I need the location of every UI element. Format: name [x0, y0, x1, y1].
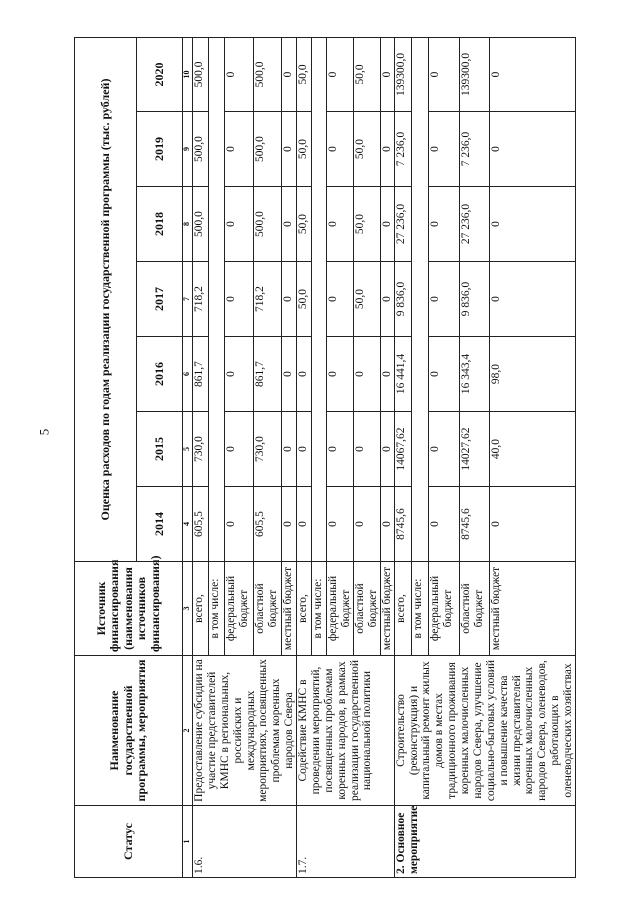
header-name: Наименование государственной программы, мероприятия	[75, 656, 183, 806]
row-name: Предоставление субсидии на участие представителей КМНС в региональных, российских и международных мероприятиях, посвященных проблемам коренных народов Севера	[193, 656, 297, 806]
value-cell: 0	[354, 487, 381, 562]
value-cell: 0	[282, 337, 297, 412]
value-cell: 730,0	[253, 412, 281, 487]
value-cell: 98,0	[490, 337, 576, 412]
column-number: 8	[183, 187, 193, 262]
value-cell: 0	[428, 412, 459, 487]
source-total: всего,	[193, 562, 209, 656]
page-number: 5	[36, 428, 52, 436]
value-cell: 861,7	[193, 337, 209, 412]
value-cell: 50,0	[354, 262, 381, 337]
value-cell: 0	[428, 187, 459, 262]
row-status: 1.6.	[193, 806, 297, 878]
header-year: 2018	[137, 187, 183, 262]
source-including: в том числе:	[411, 562, 428, 656]
value-cell: 0	[428, 37, 459, 111]
value-cell: 0	[380, 37, 394, 111]
value-cell: 50,0	[297, 112, 312, 187]
column-number: 9	[183, 112, 193, 187]
value-cell: 861,7	[253, 337, 281, 412]
value-cell: 0	[490, 112, 576, 187]
value-cell: 0	[224, 412, 253, 487]
value-cell: 0	[380, 187, 394, 262]
value-cell: 0	[380, 112, 394, 187]
value-cell: 0	[354, 412, 381, 487]
table-row	[193, 37, 209, 877]
value-cell: 14067,62	[394, 412, 411, 487]
value-cell: 0	[428, 487, 459, 562]
header-year: 2014	[137, 487, 183, 562]
column-number: 5	[183, 412, 193, 487]
value-cell: 50,0	[297, 37, 312, 111]
source-federal: федеральный бюджет	[327, 562, 354, 656]
value-cell: 50,0	[354, 187, 381, 262]
column-number-row	[183, 37, 193, 877]
value-cell: 718,2	[193, 262, 209, 337]
value-cell: 0	[327, 337, 354, 412]
value-cell: 7 236,0	[394, 112, 411, 187]
value-cell: 139300,0	[394, 37, 411, 111]
value-cell: 0	[490, 37, 576, 111]
value-cell: 0	[297, 337, 312, 412]
value-cell: 500,0	[253, 37, 281, 111]
value-cell: 0	[428, 112, 459, 187]
value-cell: 0	[297, 487, 312, 562]
value-cell: 500,0	[193, 37, 209, 111]
row-name: Строительство (реконструкция) и капитальный ремонт жилых домов в местах традиционного проживания коренных малочисленных народов Севера, улучшение социально-бытовых условий и повышение качества жизни представителей коренных малочисленных народов Севера, оленеводов, работающих в оленеводческих хозяйствах	[394, 656, 575, 806]
table-body	[183, 37, 576, 877]
value-cell: 0	[490, 262, 576, 337]
value-cell: 14027,62	[459, 412, 490, 487]
value-cell: 0	[224, 112, 253, 187]
value-cell: 0	[224, 37, 253, 111]
column-number: 4	[183, 487, 193, 562]
value-cell: 9 836,0	[459, 262, 490, 337]
source-including: в том числе:	[312, 562, 327, 656]
source-regional: областной бюджет	[459, 562, 490, 656]
column-number: 6	[183, 337, 193, 412]
value-cell: 139300,0	[459, 37, 490, 111]
value-cell: 0	[327, 487, 354, 562]
value-cell: 0	[282, 37, 297, 111]
value-cell: 0	[282, 487, 297, 562]
header-year: 2015	[137, 412, 183, 487]
value-cell: 0	[428, 337, 459, 412]
value-cell: 500,0	[193, 187, 209, 262]
value-cell: 40,0	[490, 412, 576, 487]
value-cell: 730,0	[193, 412, 209, 487]
header-source: Источник финансирования (наименования источников финансирования)	[75, 562, 183, 656]
source-local: местный бюджет	[490, 562, 576, 656]
source-regional: областной бюджет	[354, 562, 381, 656]
table-row	[297, 37, 312, 877]
value-cell: 0	[327, 112, 354, 187]
value-cell: 0	[282, 112, 297, 187]
value-cell: 0	[380, 487, 394, 562]
value-cell: 0	[327, 187, 354, 262]
value-cell: 50,0	[354, 112, 381, 187]
column-number: 1	[183, 806, 193, 878]
value-cell: 50,0	[297, 262, 312, 337]
value-cell: 0	[282, 262, 297, 337]
value-cell: 0	[428, 262, 459, 337]
value-cell: 0	[297, 412, 312, 487]
source-federal: федеральный бюджет	[428, 562, 459, 656]
value-cell: 16 441,4	[394, 337, 411, 412]
value-cell: 0	[224, 337, 253, 412]
header-status: Статус	[75, 806, 183, 878]
source-regional: областной бюджет	[253, 562, 281, 656]
value-cell: 0	[490, 187, 576, 262]
value-cell: 0	[224, 187, 253, 262]
value-cell: 0	[224, 487, 253, 562]
value-cell: 27 236,0	[394, 187, 411, 262]
source-including: в том числе:	[208, 562, 224, 656]
header-year: 2016	[137, 337, 183, 412]
value-cell: 500,0	[253, 187, 281, 262]
source-total: всего,	[297, 562, 312, 656]
value-cell: 0	[282, 412, 297, 487]
column-number: 10	[183, 37, 193, 111]
value-cell: 0	[327, 37, 354, 111]
budget-table	[74, 37, 576, 878]
column-number: 7	[183, 262, 193, 337]
value-cell: 0	[380, 262, 394, 337]
value-cell: 50,0	[354, 37, 381, 111]
value-cell: 0	[327, 262, 354, 337]
value-cell: 8745,6	[394, 487, 411, 562]
value-cell: 0	[490, 487, 576, 562]
value-cell: 0	[380, 337, 394, 412]
value-cell: 0	[380, 412, 394, 487]
table-header	[75, 37, 183, 877]
value-cell: 500,0	[193, 112, 209, 187]
value-cell: 9 836,0	[394, 262, 411, 337]
value-cell: 0	[327, 412, 354, 487]
header-year: 2020	[137, 37, 183, 111]
value-cell: 16 343,4	[459, 337, 490, 412]
column-number: 3	[183, 562, 193, 656]
value-cell: 718,2	[253, 262, 281, 337]
rotated-page-content	[56, 22, 632, 886]
row-status: 2. Основное мероприятие	[394, 806, 575, 878]
header-estimate: Оценка расходов по годам реализации государственной программы (тыс. рублей)	[75, 37, 137, 561]
value-cell: 0	[354, 337, 381, 412]
header-year: 2019	[137, 112, 183, 187]
value-cell: 0	[224, 262, 253, 337]
source-local: местный бюджет	[380, 562, 394, 656]
value-cell: 50,0	[297, 187, 312, 262]
table-row	[394, 37, 411, 877]
value-cell: 7 236,0	[459, 112, 490, 187]
header-year: 2017	[137, 262, 183, 337]
value-cell: 8745,6	[459, 487, 490, 562]
row-status: 1.7.	[297, 806, 395, 878]
value-cell: 27 236,0	[459, 187, 490, 262]
source-total: всего,	[394, 562, 411, 656]
column-number: 2	[183, 656, 193, 806]
value-cell: 500,0	[253, 112, 281, 187]
value-cell: 0	[282, 187, 297, 262]
source-local: местный бюджет	[282, 562, 297, 656]
row-name: Содействие КМНС в проведении мероприятий, посвященных проблемам коренных народов, в рамках реализации государственной национальной политики	[297, 656, 395, 806]
source-federal: федеральный бюджет	[224, 562, 253, 656]
value-cell: 605,5	[193, 487, 209, 562]
value-cell: 605,5	[253, 487, 281, 562]
